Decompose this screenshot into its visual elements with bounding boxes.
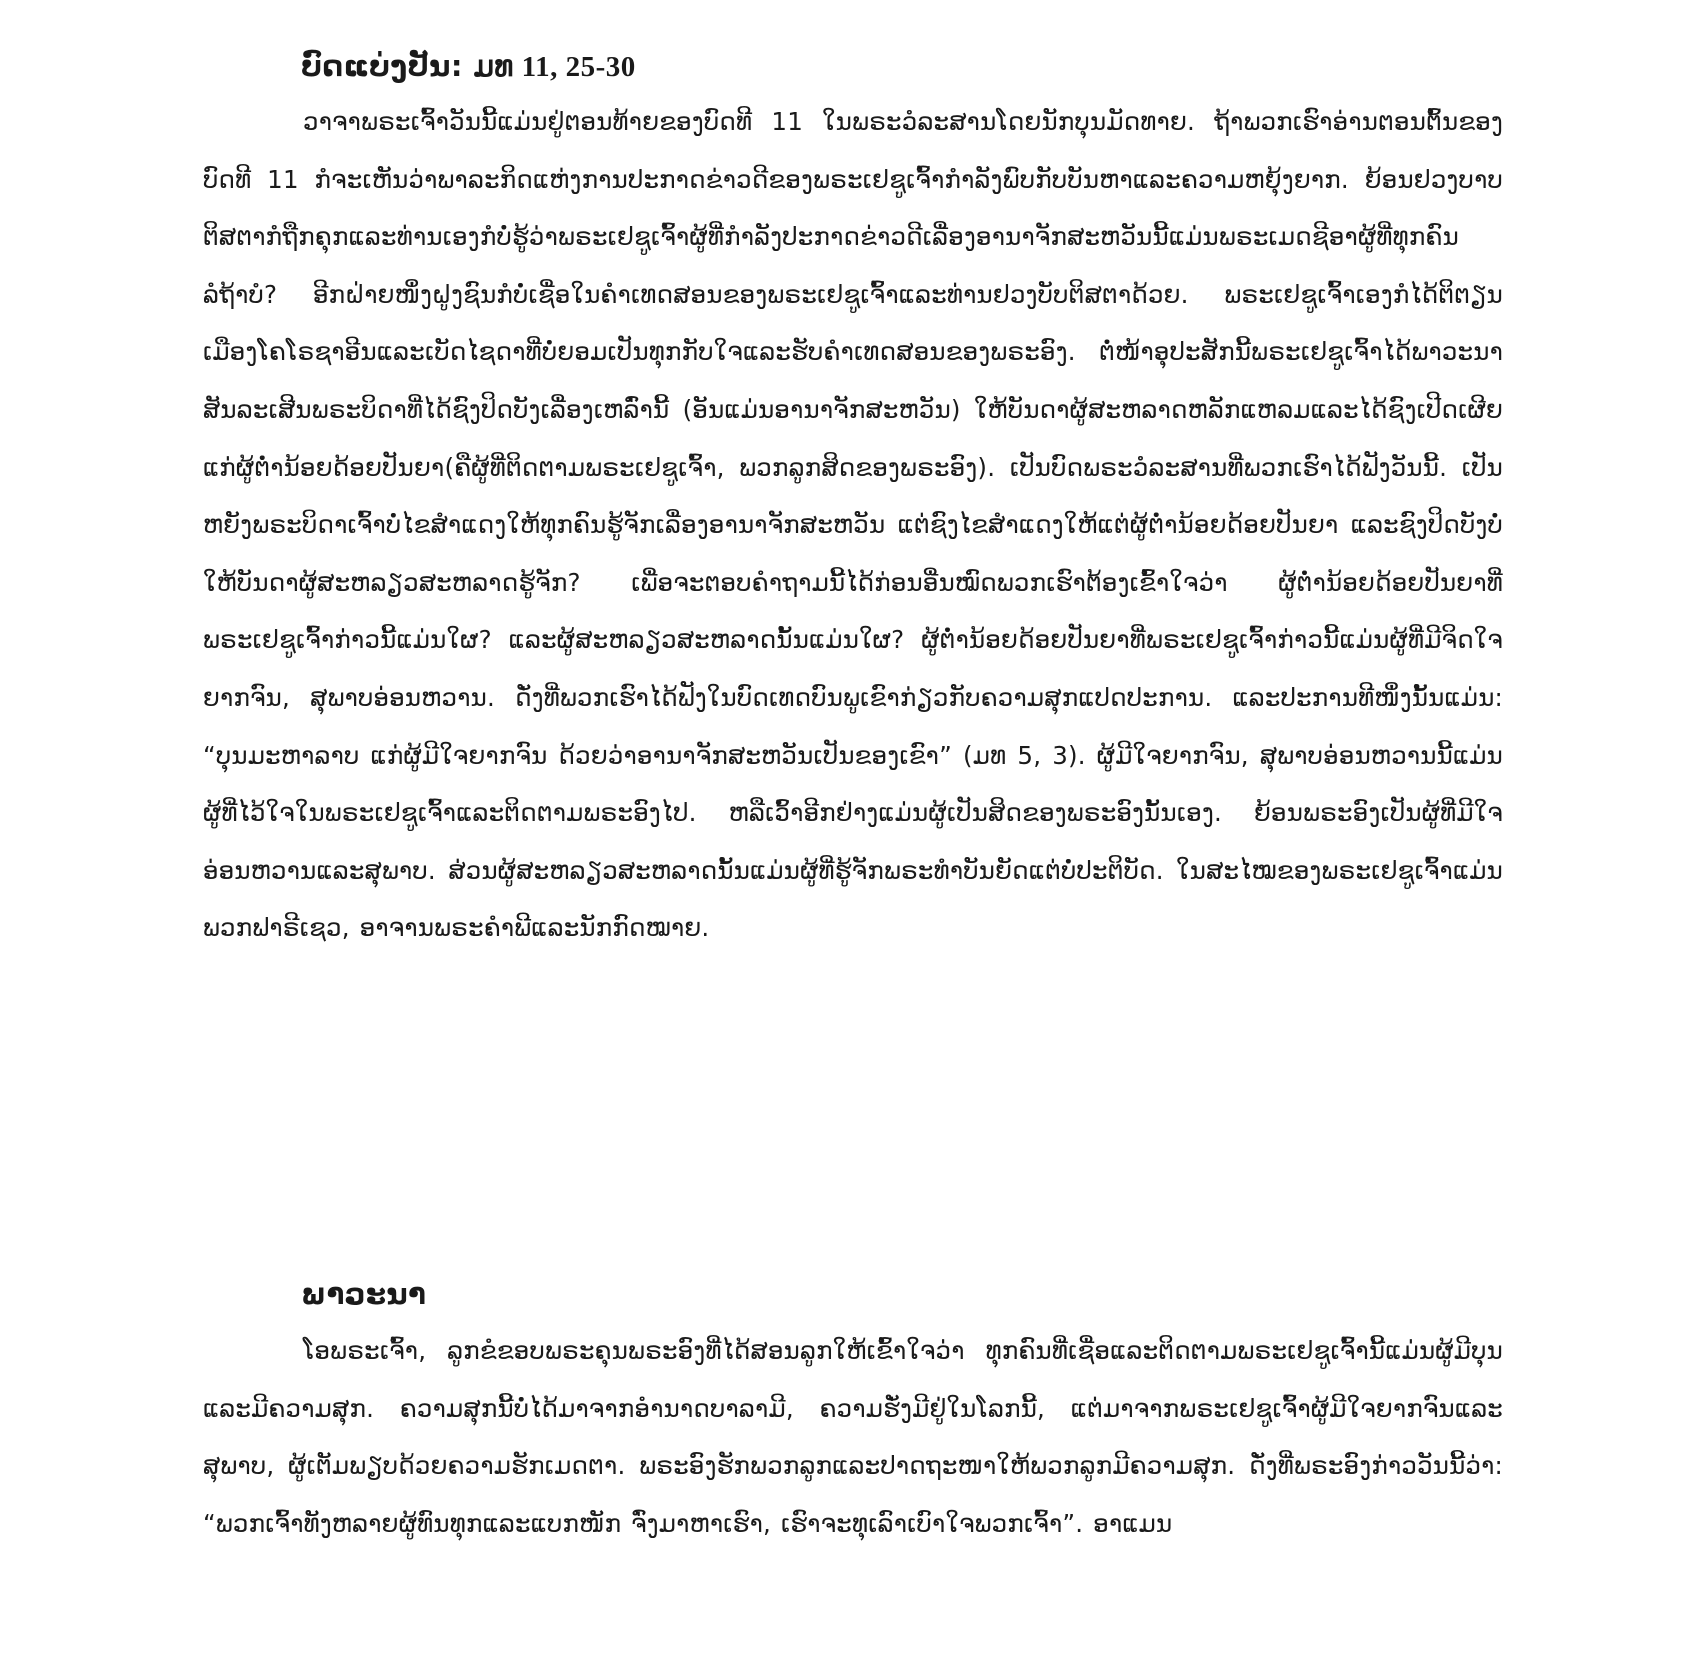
prayer-paragraph: ໂອພຣະເຈົ້າ, ລູກຂໍຂອບພຣະຄຸນພຣະອົງທີ່ໄດ້ສອນລູກໃຫ້ເຂົ້າໃຈວ່າ ທຸກຄົນທີ່ເຊື່ອແລະຕິດຕາມພຣະເຢຊູເຈົ້ານີ້ແມ່ນຜູ້ມີບຸນແລະມີຄວາມສຸກ. ຄວາມສຸກນີ້ບໍ່ໄດ້ມາຈາກອໍານາດບາລາມີ, ຄວາມຮັ່ງມີຢູ່ໃນໂລກນີ້, ແຕ່ມາຈາກພຣະເຢຊູເຈົ້າຜູ້ມີໃຈຍາກຈົນແລະສຸພາບ, ຜູ້ເຕັມພຽບດ້ວຍຄວາມຮັກເມດຕາ. ພຣະອົງຮັກພວກລູກແລະປາດຖະໜາໃຫ້ພວກລູກມີຄວາມສຸກ. ດັ່ງທີ່ພຣະອົງກ່າວວັນນີ້ວ່າ: “ພວກເຈົ້າທັງຫລາຍຜູ້ທົນທຸກແລະແບກໜັກ ຈົ່ງມາຫາເຮົາ, ເຮົາຈະທຸເລົາເບົາໃຈພວກເຈົ້າ”. ອາແມນ (203, 1336, 1503, 1538)
scripture-reference: ມທ 11, 25-30 (473, 51, 636, 83)
prayer-heading: ພາວະນາ (301, 1277, 427, 1311)
reflection-section (203, 40, 1503, 957)
reflection-paragraph: ວາຈາພຣະເຈົ້າວັນນີ້ແມ່ນຢູ່ຕອນທ້າຍຂອງບົດທີ 11 ໃນພຣະວໍລະສານໂດຍນັກບຸນມັດທາຍ. ຖ້າພວກເຮົາອ່ານຕອນຕົ້ນຂອງບົດທີ 11 ກໍຈະເຫັນວ່າພາລະກິດແຫ່ງການປະກາດຂ່າວດີຂອງພຣະເຢຊູເຈົ້າກໍາລັງພົບກັບບັນຫາແລະຄວາມຫຍຸ້ງຍາກ. ຍ້ອນຢວງບາບຕິສຕາກໍຖືກຄຸກແລະທ່ານເອງກໍບໍ່ຮູ້ວ່າພຣະເຢຊູເຈົ້າຜູ້ທີ່ກໍາລັງປະກາດຂ່າວດີເລື່ອງອານາຈັກສະຫວັນນີ້ແມ່ນພຣະເມດຊີອາຜູ້ທີ່ທຸກຄົນລໍຖ້າບໍ? ອີກຝ່າຍໜຶ່ງຝູງຊົນກໍບໍ່ເຊື່ອໃນຄໍາເທດສອນຂອງພຣະເຢຊູເຈົ້າແລະທ່ານຢວງບັບຕິສຕາດ້ວຍ. ພຣະເຢຊູເຈົ້າເອງກໍໄດ້ຕິຕຽນເມືອງໂຄໂຣຊາອີນແລະເບັດໄຊດາທີ່ບໍ່ຍອມເປັນທຸກກັບໃຈແລະຮັບຄໍາເທດສອນຂອງພຣະອົງ. ຕໍ່ໜ້າອຸປະສັກນີ້ພຣະເຢຊູເຈົ້າໄດ້ພາວະນາສັນລະເສີນພຣະບິດາທີ່ໄດ້ຊົງປິດບັງເລື່ອງເຫລົ່ານີ້ (ອັນແມ່ນອານາຈັກສະຫວັນ) ໃຫ້ບັນດາຜູ້ສະຫລາດຫລັກແຫລມແລະໄດ້ຊົງເປີດເຜີຍແກ່ຜູ້ຕໍ່າ​ນ້ອຍດ້ອຍປັນຍາ(ຄືຜູ້ທີ່ຕິດຕາມພຣະເຢຊູເຈົ້າ, ພວກລູກສິດຂອງພຣະອົງ). ເປັນບົດພຣະວໍລະສານທີ່ພວກເຮົາໄດ້ຟັງວັນນີ້. ເປັນຫຍັງພຣະບິດາເຈົ້າບໍ່ໄຂສໍາແດງໃຫ້ທຸກຄົນຮູ້ຈັກເລື່ອງອານາຈັກສະຫວັນ ແຕ່ຊົງໄຂສໍາແດງໃຫ້ແຕ່ຜູ້ຕໍ່ານ້ອຍດ້ອຍປັນຍາ ແລະຊົງປິດບັງບໍ່ໃຫ້ບັນດາຜູ້ສະຫລຽວສະຫລາດຮູ້ຈັກ? ເພື່ອຈະຕອບຄໍາຖາມນີ້ໄດ້ກ່ອນອື່ນໝົດພວກເຮົາຕ້ອງເຂົ້າໃຈວ່າ ຜູ້ຕໍ່ານ້ອຍດ້ອຍປັນຍາທີ່ພຣະເຢຊູເຈົ້າກ່າວນີ້ແມ່ນໃຜ? ແລະຜູ້ສະຫລຽວສະຫລາດນັ້ນແມ່ນໃຜ? ຜູ້ຕໍ່ານ້ອຍດ້ອຍປັນຍາທີ່ພຣະເຢຊູເຈົ້າກ່າວນີ້ແມ່ນຜູ້ທີ່ມີຈິດໃຈຍາກຈົນ, ສຸພາບອ່ອນຫວານ. ດັ່ງທີ່ພວກເຮົາໄດ້ຟັງໃນບົດເທດບົນພູເຂົາກ່ຽວກັບຄວາມສຸກແປດປະການ. ແລະປະການທີໜຶ່ງນັ້ນແມ່ນ: “ບຸນມະຫາລາບ ແກ່ຜູ້ມີໃຈຍາກຈົນ ດ້ວຍວ່າອານາຈັກສະຫວັນເປັນຂອງເຂົາ” (ມທ 5, 3). ຜູ້ມີໃຈຍາກຈົນ, ສຸພາບອ່ອນຫວານນີ້ແມ່ນຜູ້ທີ່ໄວ້ໃຈໃນພຣະເຢຊູເຈົ້າແລະຕິດຕາມພຣະອົງໄປ. ຫລືເວົ້າອີກຢ່າງແມ່ນຜູ້ເປັນສິດຂອງພຣະອົງນັ້ນເອງ. ຍ້ອນພຣະອົງເປັນຜູ້ທີ່ມີໃຈອ່ອນຫວານແລະສຸພາບ. ສ່ວນຜູ້ສະຫລຽວສະຫລາດນັ້ນແມ່ນຜູ້ທີ່ຮູ້ຈັກພຣະທໍາບັນຍັດແຕ່ບໍ່ປະຕິບັດ. ໃນສະໄໝຂອງພຣະເຢຊູເຈົ້າແມ່ນພວກຟາຣີເຊວ, ອາຈານພຣະຄໍາພີແລະນັກກົດໝາຍ. (203, 107, 1503, 943)
prayer-section (203, 1268, 1503, 1552)
reflection-heading (301, 40, 1503, 93)
reflection-heading-label: ບົດແບ່ງປັນ: (301, 49, 463, 83)
